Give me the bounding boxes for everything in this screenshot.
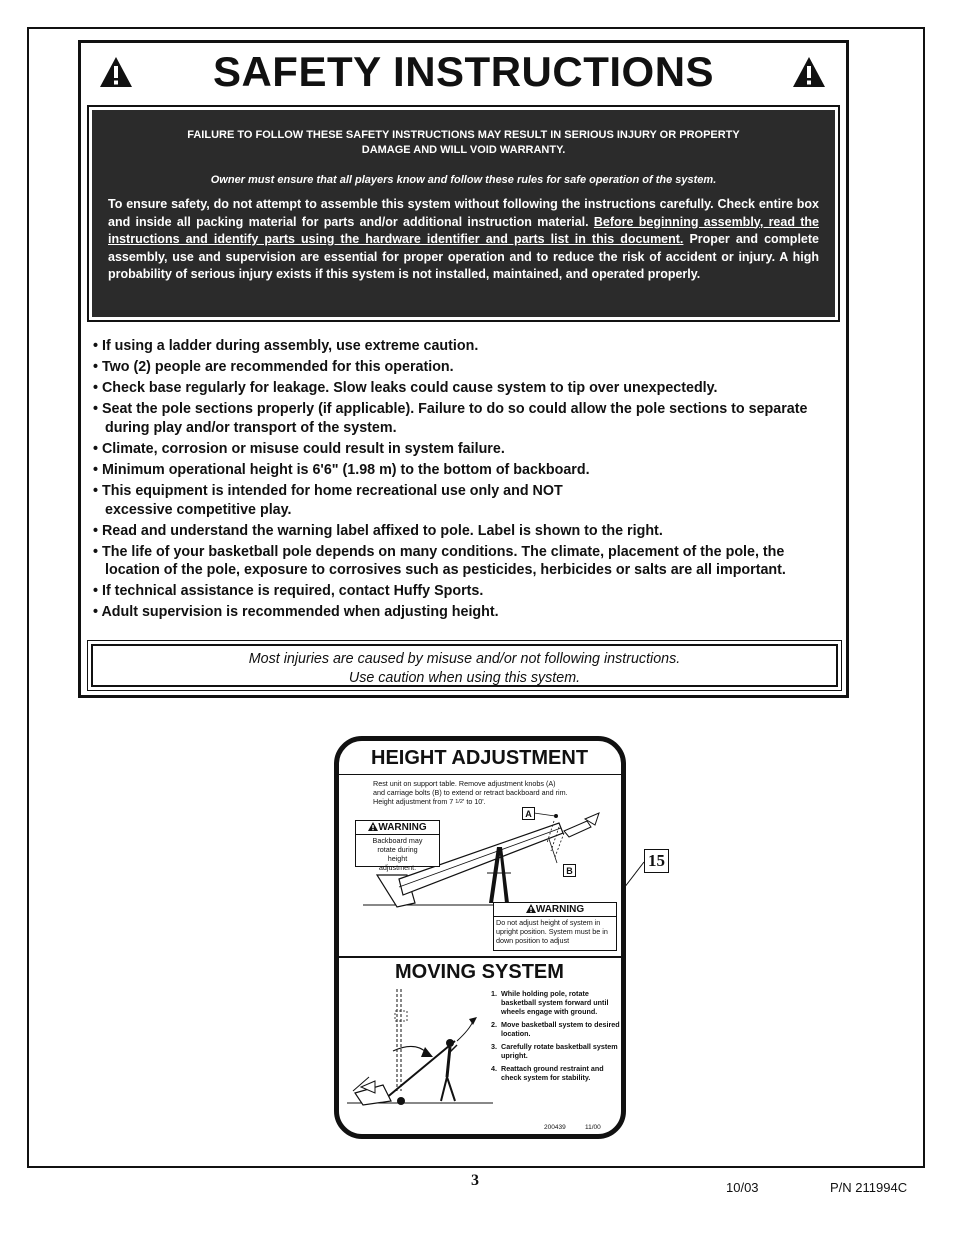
safety-paragraph-underlined: Before beginning assembly, read the instructions and identify parts using the hardware identifier and parts list in this document. bbox=[108, 214, 819, 246]
callout-number: 15 bbox=[644, 849, 669, 873]
step-number: 2. bbox=[491, 1020, 497, 1029]
warning-word: WARNING bbox=[535, 904, 585, 915]
part-number: P/N 211994C bbox=[830, 1180, 908, 1195]
step-text: Reattach ground restraint and check system for stability. bbox=[501, 1064, 604, 1082]
warning-header bbox=[356, 821, 439, 835]
list-item: • The life of your basketball pole depends on many conditions. The climate, placement of the pole, the location of the pole, exposure to corrosives such as pesticides, herbicides or salts are all important. bbox=[93, 543, 786, 579]
list-item: • Adult supervision is recommended when adjusting height. bbox=[93, 604, 499, 621]
step-number: 1. bbox=[491, 989, 497, 998]
upright-warning-box bbox=[493, 902, 617, 951]
list-item: • If using a ladder during assembly, use extreme caution. bbox=[93, 338, 479, 354]
safety-bullet-list bbox=[93, 337, 843, 625]
height-range-text: ' to 10'. bbox=[462, 797, 486, 806]
safety-instructions-box bbox=[78, 40, 849, 698]
list-item: • Read and understand the warning label affixed to pole. Label is shown to the right. bbox=[93, 522, 663, 539]
safety-paragraph-part2: Proper and complete assembly, use and supervision are essential for proper operation and to reduce the risk of accident or injury. A high probability of serious injury exists if this system is not installed, maintained, and operated properly. bbox=[108, 232, 819, 281]
label-code-date: 11/00 bbox=[585, 1124, 601, 1131]
moving-system-illustration bbox=[345, 981, 495, 1111]
warning-text: Do not adjust height of system in upright position. System must be in down position to adjust bbox=[496, 918, 608, 945]
list-item: • Check base regularly for leakage. Slow leaks could cause system to tip over unexpectedly. bbox=[93, 380, 718, 397]
safety-paragraph-part1: To ensure safety, do not attempt to assemble this system without following the instructions carefully. Check entire box and inside all packing material for parts and/or additional instruction material. bbox=[108, 197, 819, 229]
warning-word: WARNING bbox=[378, 822, 427, 833]
safety-paragraph bbox=[108, 196, 819, 284]
page-number: 3 bbox=[471, 1172, 479, 1189]
list-item: • Climate, corrosion or misuse could result in system failure. bbox=[93, 440, 505, 457]
page-title: SAFETY INSTRUCTIONS bbox=[212, 48, 715, 95]
warning-text: Backboard may rotate during height adjustment. bbox=[372, 836, 423, 872]
moving-system-heading: MOVING SYSTEM bbox=[395, 961, 564, 983]
divider bbox=[339, 774, 621, 775]
list-item: • Seat the pole sections properly (if applicable). Failure to do so could allow the pole sections to separate during play and/or transport of the system. bbox=[93, 401, 808, 436]
marker-b: B bbox=[563, 864, 576, 877]
step-text: While holding pole, rotate basketball system forward until wheels engage with ground. bbox=[501, 989, 609, 1016]
date-code: 10/03 bbox=[726, 1180, 759, 1195]
step-number: 4. bbox=[491, 1064, 497, 1073]
list-item bbox=[491, 1042, 623, 1060]
warning-header bbox=[494, 903, 616, 917]
height-adjustment-heading: HEIGHT ADJUSTMENT bbox=[371, 747, 589, 769]
height-range-fraction: 1/2 bbox=[455, 799, 463, 805]
height-instruction-line: and carriage bolts (B) to extend or retract backboard and rim. bbox=[373, 788, 568, 797]
list-item: • Two (2) people are recommended for this operation. bbox=[93, 359, 454, 376]
step-text: Move basketball system to desired location. bbox=[501, 1020, 620, 1038]
divider bbox=[339, 956, 621, 958]
marker-a: A bbox=[522, 807, 535, 820]
list-item bbox=[491, 1064, 623, 1082]
warning-panel-frame bbox=[87, 105, 840, 322]
list-item: • Minimum operational height is 6'6" (1.98 m) to the bottom of backboard. bbox=[93, 461, 590, 478]
height-instruction-line: Rest unit on support table. Remove adjustment knobs (A) bbox=[373, 779, 556, 788]
caution-line-1: Most injuries are caused by misuse and/or not following instructions. bbox=[248, 651, 681, 667]
owner-statement: Owner must ensure that all players know and follow these rules for safe operation of the system. bbox=[210, 174, 717, 186]
list-item bbox=[491, 989, 623, 1016]
step-text: Carefully rotate basketball system upright. bbox=[501, 1042, 618, 1060]
caution-note-frame bbox=[87, 640, 842, 691]
height-range-text: Height adjustment from 7 bbox=[373, 797, 456, 806]
warning-statement: FAILURE TO FOLLOW THESE SAFETY INSTRUCTIONS MAY RESULT IN SERIOUS INJURY OR PROPERTY DAMAGE AND WILL VOID WARRANTY. bbox=[187, 129, 740, 156]
list-item: • If technical assistance is required, contact Huffy Sports. bbox=[93, 583, 484, 600]
caution-note bbox=[91, 644, 838, 687]
moving-steps-list bbox=[491, 989, 623, 1082]
list-item bbox=[491, 1020, 623, 1038]
warning-triangle-icon bbox=[368, 822, 378, 831]
backboard-warning-box bbox=[355, 820, 440, 872]
caution-line-2: Use caution when using this system. bbox=[348, 670, 581, 686]
warning-panel bbox=[92, 110, 835, 317]
step-number: 3. bbox=[491, 1042, 497, 1051]
warning-label-card bbox=[334, 736, 626, 1139]
list-item: • This equipment is intended for home recreational use only and NOT excessive competitive play. bbox=[93, 483, 563, 518]
label-code: 200439 bbox=[544, 1124, 566, 1131]
warning-triangle-icon bbox=[526, 904, 536, 913]
